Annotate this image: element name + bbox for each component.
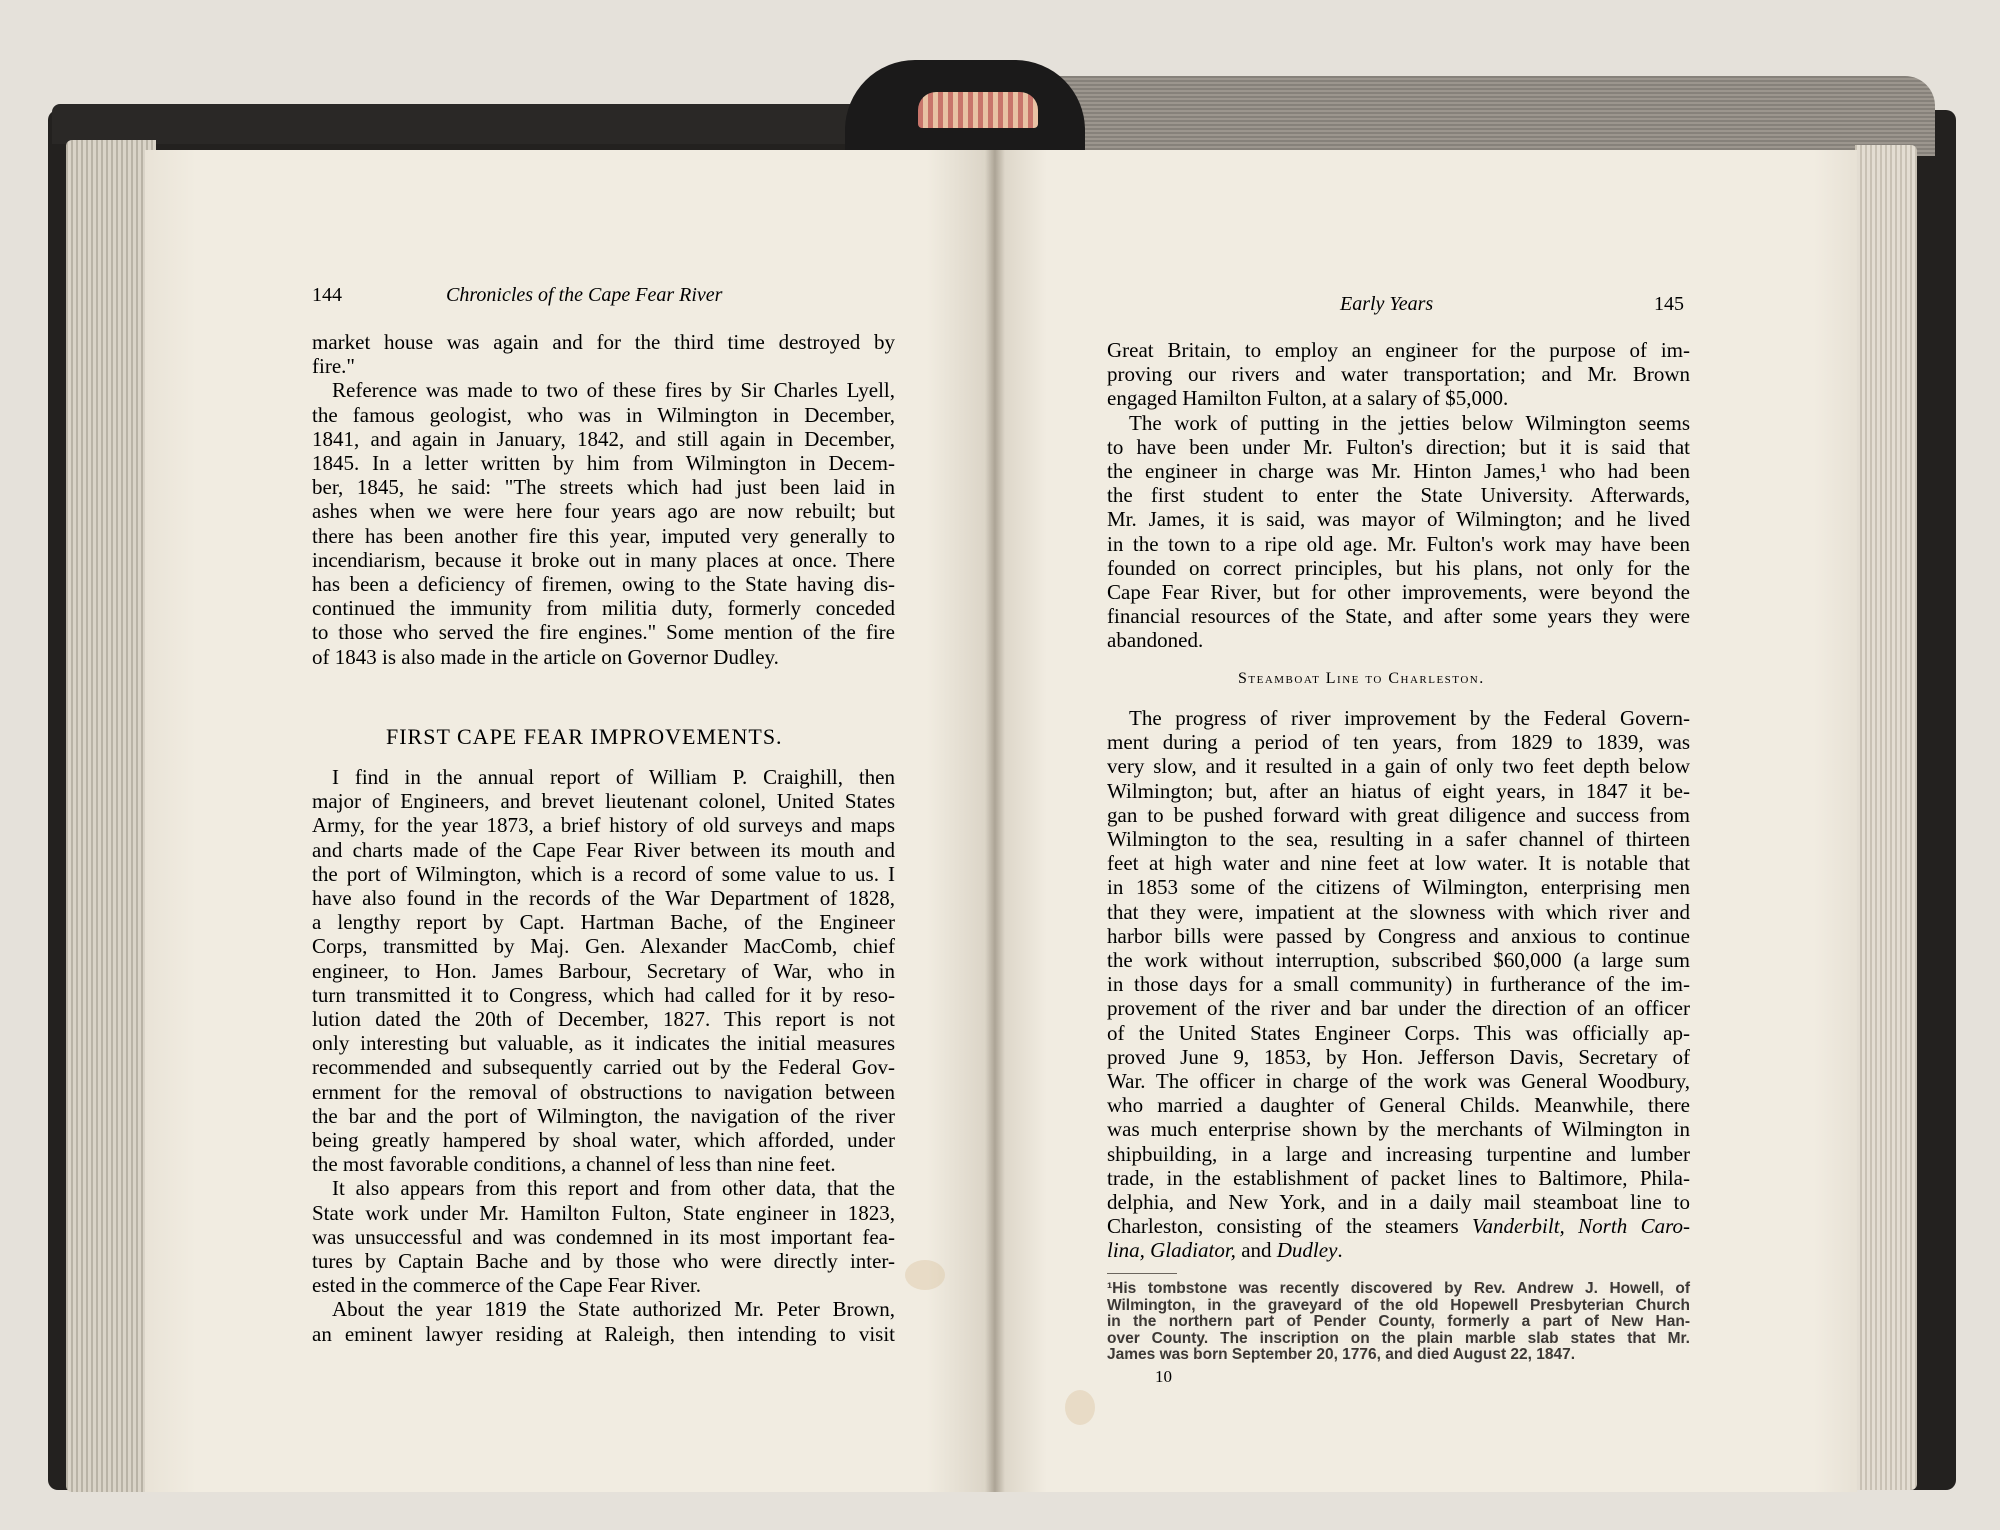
text-line: founded on correct principles, but his plans, not only for the — [1107, 555, 1690, 580]
text-line: engaged Hamilton Fulton, at a salary of $5,000. — [1107, 386, 1509, 411]
text-line: was much enterprise shown by the merchants of Wilmington in — [1107, 1117, 1690, 1142]
text-line: who married a daughter of General Childs. Meanwhile, there — [1107, 1093, 1690, 1118]
bookmark-ribbon — [918, 92, 1038, 128]
text-line: Wilmington; but, after an hiatus of eight years, in 1847 it be- — [1107, 778, 1690, 803]
text-line: to have been under Mr. Fulton's direction; but it is said that — [1107, 434, 1690, 459]
text-line: and charts made of the Cape Fear River between its mouth and — [312, 837, 895, 862]
text-line: continued the immunity from militia duty, formerly conceded — [312, 596, 895, 621]
text-line: lution dated the 20th of December, 1827. This report is not — [312, 1007, 895, 1031]
footnote-line: Wilmington, in the graveyard of the old Hopewell Presbyterian Church — [1107, 1296, 1690, 1314]
text-line: proving our rivers and water transportation; and Mr. Brown — [1107, 362, 1690, 387]
left-section-heading: FIRST CAPE FEAR IMPROVEMENTS. — [386, 724, 783, 749]
text-line: Charleston, consisting of the steamers Vanderbilt, North Caro- — [1107, 1214, 1690, 1239]
text-line: shipbuilding, in a large and increasing turpentine and lumber — [1107, 1141, 1690, 1166]
text-line: feet at high water and nine feet at low water. It is notable that — [1107, 851, 1690, 876]
right-running-head: Early Years — [1340, 293, 1434, 315]
text-line: tures by Captain Bache and by those who were directly inter- — [312, 1249, 895, 1273]
text-line: About the year 1819 the State authorized Mr. Peter Brown, — [332, 1297, 895, 1322]
text-line: ested in the commerce of the Cape Fear River. — [312, 1273, 701, 1298]
text-line: delphia, and New York, and in a daily mail steamboat line to — [1107, 1190, 1690, 1214]
foxing-spot — [905, 1260, 945, 1290]
text-line: market house was again and for the third time destroyed by — [312, 330, 895, 354]
text-line: proved June 9, 1853, by Hon. Jefferson Davis, Secretary of — [1107, 1044, 1690, 1069]
text-line: Great Britain, to employ an engineer for the purpose of im- — [1107, 338, 1690, 362]
text-line: was unsuccessful and was condemned in its most important fea- — [312, 1224, 895, 1249]
text-line: ber, 1845, he said: "The streets which had just been laid in — [312, 475, 895, 500]
text-line: fire." — [312, 354, 355, 379]
text-line: the engineer in charge was Mr. Hinton James,¹ who had been — [1107, 459, 1690, 483]
text-line: State work under Mr. Hamilton Fulton, State engineer in 1823, — [312, 1200, 895, 1225]
text-line: ment during a period of ten years, from 1829 to 1839, was — [1107, 730, 1690, 755]
text-line: ernment for the removal of obstructions to navigation between — [312, 1079, 895, 1104]
page-block-right-edge — [1855, 145, 1917, 1490]
footnote-line: over County. The inscription on the plain marble slab states that Mr. — [1107, 1329, 1690, 1347]
text-line: financial resources of the State, and after some years they were — [1107, 604, 1690, 629]
text-line: has been a deficiency of firemen, owing to the State having dis- — [312, 572, 895, 596]
text-line: abandoned. — [1107, 628, 1204, 653]
text-line: provement of the river and bar under the direction of an officer — [1107, 996, 1690, 1021]
text-line: 1845. In a letter written by him from Wilmington in Decem- — [312, 451, 895, 475]
text-line: I find in the annual report of William P. Craighill, then — [332, 765, 895, 789]
text-line: The work of putting in the jetties below Wilmington seems — [1129, 410, 1690, 435]
footnote-line: in the northern part of Pender County, formerly a part of New Han- — [1107, 1313, 1690, 1330]
text-line: Mr. James, it is said, was mayor of Wilmington; and he lived — [1107, 507, 1690, 532]
text-line: War. The officer in charge of the work was General Woodbury, — [1107, 1069, 1690, 1093]
text-line: The progress of river improvement by the Federal Govern- — [1129, 706, 1690, 730]
text-line: Wilmington to the sea, resulting in a safer channel of thirteen — [1107, 827, 1690, 851]
text-line: being greatly hampered by shoal water, which afforded, under — [312, 1128, 895, 1152]
text-line: recommended and subsequently carried out by the Federal Gov- — [312, 1055, 895, 1080]
text-line: the first student to enter the State University. Afterwards, — [1107, 483, 1690, 508]
text-line: of 1843 is also made in the article on Governor Dudley. — [312, 644, 779, 669]
left-running-head: Chronicles of the Cape Fear River — [446, 284, 723, 306]
footnote-line: ¹His tombstone was recently discovered by Rev. Andrew J. Howell, of — [1107, 1280, 1690, 1297]
footnote-rule — [1107, 1273, 1177, 1274]
cover-spine-edge — [52, 104, 902, 144]
footnote-line: James was born September 20, 1776, and died August 22, 1847. — [1107, 1346, 1576, 1363]
page-block-left-edge — [66, 140, 156, 1492]
text-line: the port of Wilmington, which is a record of some value to us. I — [312, 861, 895, 886]
text-line: very slow, and it resulted in a gain of only two feet depth below — [1107, 754, 1690, 779]
text-line: in the town to a ripe old age. Mr. Fulton's work may have been — [1107, 531, 1690, 556]
text-line: Cape Fear River, but for other improvements, were beyond the — [1107, 580, 1690, 604]
text-line: trade, in the establishment of packet lines to Baltimore, Phila- — [1107, 1165, 1690, 1190]
text-line: a lengthy report by Capt. Hartman Bache, of the Engineer — [312, 910, 895, 935]
right-page-number: 145 — [1654, 293, 1684, 315]
right-section-heading: Steamboat Line to Charleston. — [1238, 670, 1485, 687]
text-line: incendiarism, because it broke out in many places at once. There — [312, 547, 895, 572]
text-line: Reference was made to two of these fires by Sir Charles Lyell, — [332, 378, 895, 403]
text-line: in those days for a small community) in furtherance of the im- — [1107, 972, 1690, 997]
text-line: lina, Gladiator, and Dudley. — [1107, 1238, 1343, 1263]
text-line: have also found in the records of the War Department of 1828, — [312, 886, 895, 910]
text-line: 1841, and again in January, 1842, and still again in December, — [312, 426, 895, 451]
page-block-top-edge — [1055, 76, 1935, 156]
text-line: of the United States Engineer Corps. This was officially ap- — [1107, 1020, 1690, 1045]
text-line: that they were, impatient at the slowness with which river and — [1107, 899, 1690, 924]
text-line: the famous geologist, who was in Wilmington in December, — [312, 402, 895, 427]
text-line: the bar and the port of Wilmington, the navigation of the river — [312, 1103, 895, 1128]
text-line: only interesting but valuable, as it indicates the initial measures — [312, 1031, 895, 1056]
left-page-number: 144 — [312, 284, 342, 306]
text-line: It also appears from this report and from other data, that the — [332, 1176, 895, 1201]
text-line: the most favorable conditions, a channel of less than nine feet. — [312, 1152, 836, 1177]
text-line: the work without interruption, subscribed $60,000 (a large sum — [1107, 948, 1690, 972]
foxing-spot — [1065, 1390, 1095, 1425]
text-line: ashes when we were here four years ago are now rebuilt; but — [312, 499, 895, 524]
text-line: engineer, to Hon. James Barbour, Secretary of War, who in — [312, 958, 895, 983]
text-line: Corps, transmitted by Maj. Gen. Alexander MacComb, chief — [312, 934, 895, 959]
text-line: gan to be pushed forward with great diligence and success from — [1107, 802, 1690, 827]
text-line: an eminent lawyer residing at Raleigh, then intending to visit — [312, 1321, 895, 1346]
signature-mark: 10 — [1155, 1367, 1172, 1386]
text-line: in 1853 some of the citizens of Wilmington, enterprising men — [1107, 875, 1690, 900]
text-line: turn transmitted it to Congress, which had called for it by reso- — [312, 982, 895, 1007]
text-line: harbor bills were passed by Congress and anxious to continue — [1107, 923, 1690, 948]
text-line: to those who served the fire engines." Some mention of the fire — [312, 620, 895, 645]
text-line: major of Engineers, and brevet lieutenant colonel, United States — [312, 789, 895, 814]
text-line: Army, for the year 1873, a brief history of old surveys and maps — [312, 813, 895, 838]
gutter-shadow — [985, 150, 1005, 1492]
text-line: there has been another fire this year, imputed very generally to — [312, 523, 895, 548]
